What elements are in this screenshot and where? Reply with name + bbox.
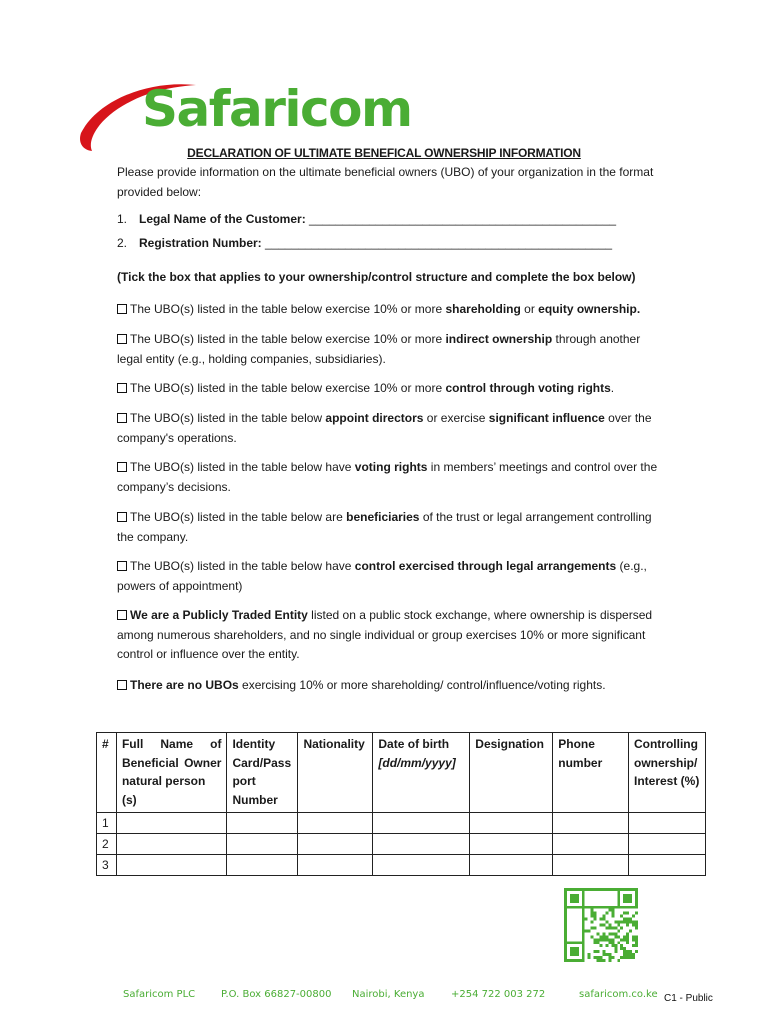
option-indirect-ownership[interactable] xyxy=(117,330,662,369)
option-bold: equity ownership. xyxy=(538,302,641,316)
header-line: Date of birth xyxy=(378,737,450,751)
field-line: ____________________________________________________ xyxy=(265,236,613,250)
intro-text: Please provide information on the ultimate beneficial owners (UBO) of your organization in the format provided below: xyxy=(117,165,654,199)
col-nationality-header: Nationality xyxy=(298,733,373,813)
table-cell[interactable] xyxy=(373,813,470,834)
option-legal-arrangements[interactable] xyxy=(117,557,662,596)
table-cell[interactable] xyxy=(227,855,298,876)
table-cell[interactable] xyxy=(298,834,373,855)
table-cell[interactable] xyxy=(470,855,553,876)
option-voting-control[interactable] xyxy=(117,379,662,399)
col-designation-header: Designation xyxy=(470,733,553,813)
table-row xyxy=(97,813,706,834)
table-cell[interactable] xyxy=(116,855,226,876)
option-bold: control through voting rights xyxy=(445,381,611,395)
footer-website[interactable]: safaricom.co.ke xyxy=(579,989,658,1000)
header-line: Full Name of xyxy=(121,737,222,751)
table-cell[interactable] xyxy=(298,855,373,876)
col-number-header: # xyxy=(97,733,117,813)
header-line: Beneficial Owner xyxy=(121,755,222,770)
option-shareholding[interactable] xyxy=(117,300,662,320)
option-publicly-traded[interactable] xyxy=(117,606,662,665)
field-registration-number[interactable] xyxy=(117,236,612,250)
option-text: The UBO(s) listed in the table below xyxy=(130,411,326,425)
option-text: The UBO(s) listed in the table below exercise 10% or more xyxy=(130,302,446,316)
checkbox-icon[interactable] xyxy=(117,561,127,571)
table-cell[interactable] xyxy=(628,813,705,834)
option-text: exercising 10% or more shareholding/ control/influence/voting rights. xyxy=(238,678,606,692)
option-bold: voting rights xyxy=(354,460,428,474)
checkbox-icon[interactable] xyxy=(117,512,127,522)
field-number: 2. xyxy=(117,236,128,250)
col-full-name-header xyxy=(116,733,226,813)
table-cell[interactable] xyxy=(227,813,298,834)
table-cell[interactable] xyxy=(298,813,373,834)
table-cell[interactable] xyxy=(227,834,298,855)
footer-company: Safaricom PLC xyxy=(123,989,196,1000)
checkbox-icon[interactable] xyxy=(117,304,127,314)
option-text: The UBO(s) listed in the table below have xyxy=(130,559,355,573)
qr-code-icon xyxy=(564,888,638,962)
option-bold: We are a Publicly Traded Entity xyxy=(130,608,308,622)
checkbox-icon[interactable] xyxy=(117,680,127,690)
header-line: natural person (s) xyxy=(121,774,206,807)
field-legal-name[interactable] xyxy=(117,212,616,226)
table-header-row xyxy=(97,733,706,813)
classification-label: C1 - Public xyxy=(664,993,713,1004)
field-line: ______________________________________________ xyxy=(309,212,617,226)
option-bold: appoint directors xyxy=(325,411,424,425)
table-row xyxy=(97,834,706,855)
table-cell[interactable] xyxy=(470,834,553,855)
option-text: or xyxy=(520,302,539,316)
table-cell[interactable] xyxy=(116,834,226,855)
table-cell[interactable] xyxy=(553,834,629,855)
option-appoint-directors[interactable] xyxy=(117,409,662,448)
col-dob-header xyxy=(373,733,470,813)
option-text: over the company's operations. xyxy=(117,411,652,445)
table-cell[interactable] xyxy=(373,834,470,855)
option-bold: shareholding xyxy=(445,302,521,316)
option-text: in members’ meetings and control over the company’s decisions. xyxy=(117,460,658,494)
col-controlling-header: Controlling ownership/ Interest (%) xyxy=(628,733,705,813)
option-no-ubos[interactable] xyxy=(117,676,662,696)
ubo-table xyxy=(96,732,706,876)
option-bold: indirect ownership xyxy=(445,332,553,346)
table-cell[interactable] xyxy=(628,834,705,855)
checkbox-icon[interactable] xyxy=(117,462,127,472)
checkbox-icon[interactable] xyxy=(117,413,127,423)
table-cell[interactable] xyxy=(553,855,629,876)
option-bold: beneficiaries xyxy=(346,510,420,524)
qr-modules xyxy=(564,888,638,962)
option-text: The UBO(s) listed in the table below have xyxy=(130,460,355,474)
field-label: Legal Name of the Customer: xyxy=(139,212,306,226)
checkbox-icon[interactable] xyxy=(117,383,127,393)
page-title: DECLARATION OF ULTIMATE BENEFICAL OWNERSHIP INFORMATION xyxy=(187,146,581,160)
col-phone-header: Phone number xyxy=(553,733,629,813)
option-voting-rights[interactable] xyxy=(117,458,662,497)
table-cell[interactable] xyxy=(470,813,553,834)
option-beneficiaries[interactable] xyxy=(117,508,662,547)
col-identity-header: Identity Card/Pass port Number xyxy=(227,733,298,813)
option-text: The UBO(s) listed in the table below exercise 10% or more xyxy=(130,381,446,395)
table-cell[interactable] xyxy=(553,813,629,834)
option-bold: There are no UBOs xyxy=(130,678,239,692)
checkbox-icon[interactable] xyxy=(117,334,127,344)
option-text: of the trust or legal arrangement controlling the company. xyxy=(117,510,652,544)
tick-instruction: (Tick the box that applies to your ownership/control structure and complete the box below) xyxy=(117,270,636,284)
field-label: Registration Number: xyxy=(139,236,262,250)
row-number: 1 xyxy=(97,813,117,834)
option-text: . xyxy=(610,381,615,395)
row-number: 2 xyxy=(97,834,117,855)
field-number: 1. xyxy=(117,212,128,226)
table-cell[interactable] xyxy=(628,855,705,876)
header-line: [dd/mm/yyyy] xyxy=(378,755,456,770)
option-bold: significant influence xyxy=(488,411,605,425)
option-bold: control exercised through legal arrangements xyxy=(354,559,617,573)
option-text: listed on a public stock exchange, where ownership is dispersed among numerous shareholders, and no single individual or group exercises 10% or more significant control or influence over the entity. xyxy=(117,608,653,661)
option-text: The UBO(s) listed in the table below exercise 10% or more xyxy=(130,332,446,346)
logo-text: Safaricom xyxy=(142,80,412,138)
table-cell[interactable] xyxy=(373,855,470,876)
option-text: (e.g., powers of appointment) xyxy=(117,559,647,593)
checkbox-icon[interactable] xyxy=(117,610,127,620)
footer-city: Nairobi, Kenya xyxy=(352,989,425,1000)
option-text: The UBO(s) listed in the table below are xyxy=(130,510,347,524)
row-number: 3 xyxy=(97,855,117,876)
footer-pobox: P.O. Box 66827-00800 xyxy=(221,989,332,1000)
footer-phone: +254 722 003 272 xyxy=(451,989,546,1000)
table-cell[interactable] xyxy=(116,813,226,834)
option-text: through another legal entity (e.g., holding companies, subsidiaries). xyxy=(117,332,641,366)
option-text: or exercise xyxy=(423,411,489,425)
table-row xyxy=(97,855,706,876)
